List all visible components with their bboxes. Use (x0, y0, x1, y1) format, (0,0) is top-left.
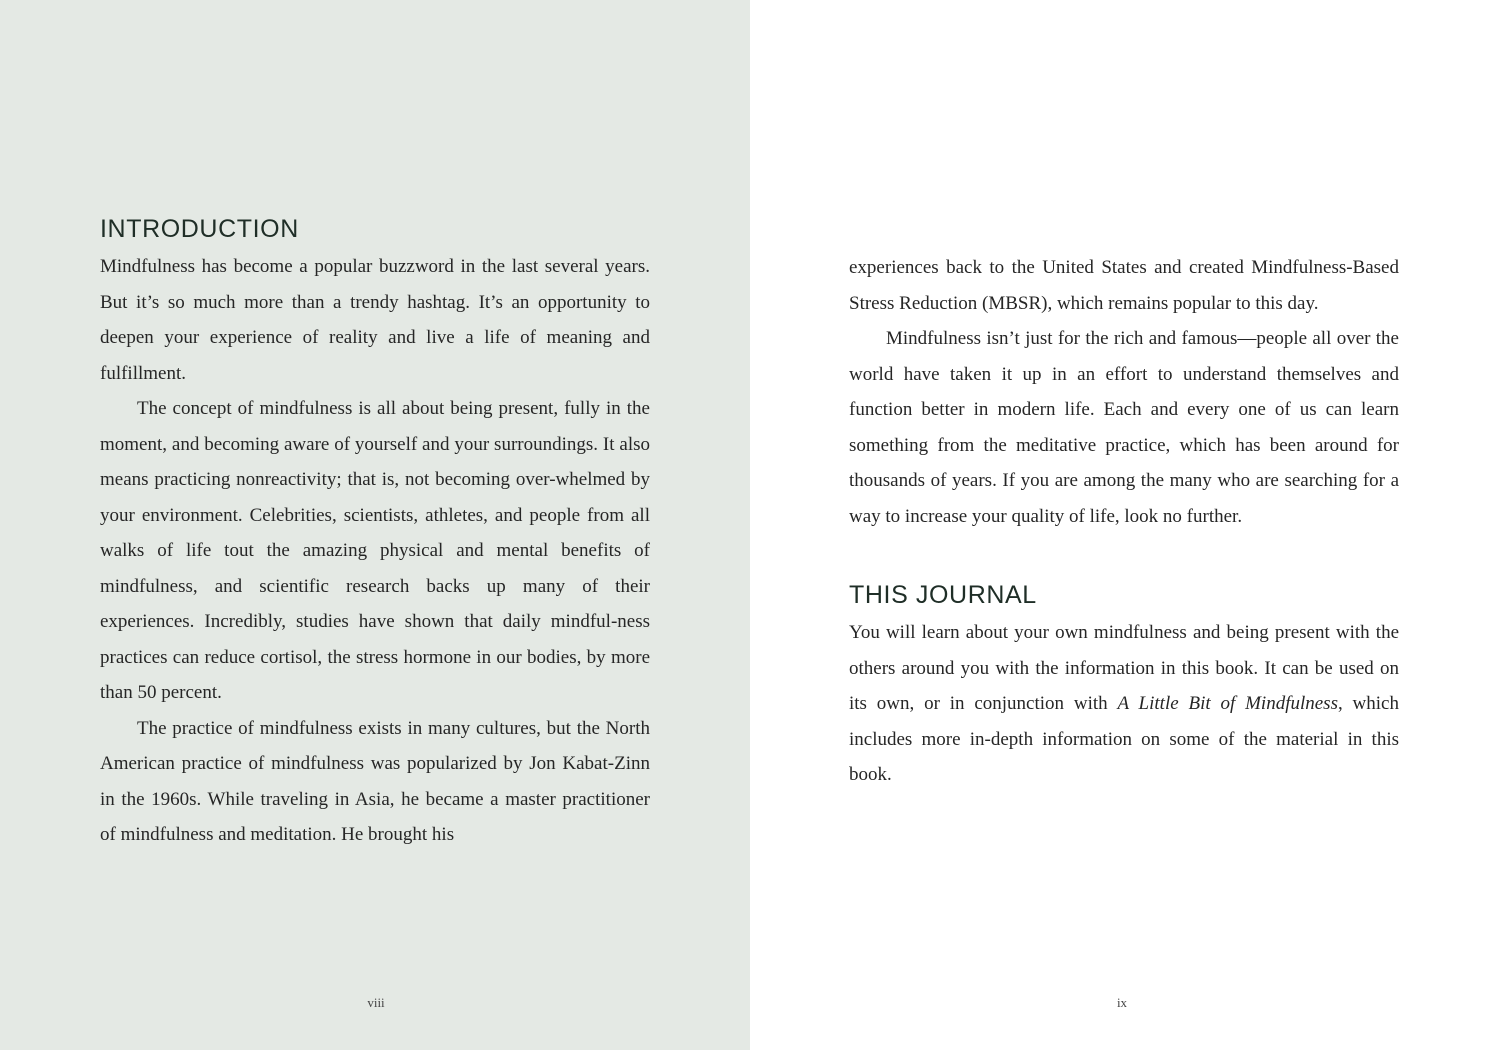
introduction-heading: INTRODUCTION (100, 215, 299, 243)
journal-text-after-title: , which includes more in-depth information on some of the material in this book. (849, 693, 1399, 785)
continued-paragraph: experiences back to the United States and created Mindfulness-Based Stress Reduction (MBSR), which remains popular to this day. (849, 257, 1399, 314)
intro-paragraph-1: Mindfulness has become a popular buzzword in the last several years. But it’s so much more than a trendy hashtag. It’s an opportunity to deepen your experience of reality and live a life of meaning and fulfillment. (100, 256, 650, 384)
page-number-right: ix (1116, 995, 1128, 1010)
this-journal-heading: THIS JOURNAL (849, 581, 1037, 609)
journal-paragraph (849, 615, 1399, 793)
mindfulness-paragraph: Mindfulness isn’t just for the rich and famous—people all over the world have taken it up in an effort to understand themselves and function better in modern life. Each and every one of us can learn something from the meditative practice, which has been around for thousands of years. If you are among the many who are searching for a way to increase your quality of life, look no further. (849, 328, 1399, 527)
page-number-left: viii (367, 995, 385, 1010)
intro-paragraph-2: The concept of mindfulness is all about being present, fully in the moment, and becoming aware of yourself and your surroundings. It also means practicing nonreactivity; that is, not becoming over-whelmed by your environment. Celebrities, scientists, athletes, and people from all walks of life tout the amazing physical and mental benefits of mindfulness, and scientific research backs up many of their experiences. Incredibly, studies have shown that daily mindful-ness practices can reduce cortisol, the stress hormone in our bodies, by more than 50 percent. (100, 398, 650, 703)
section-spacer (849, 534, 1399, 578)
left-page-content (100, 212, 650, 853)
journal-text-before-title: You will learn about your own mindfulness and being present with the others around you with the information in this book. It can be used on its own, or in conjunction with (849, 622, 1399, 714)
book-title: A Little Bit of Mindfulness (1117, 693, 1338, 714)
right-page-content (849, 250, 1399, 793)
intro-paragraph-3: The practice of mindfulness exists in many cultures, but the North American practice of mindfulness was popularized by Jon Kabat-Zinn in the 1960s. While traveling in Asia, he became a master practitioner of mindfulness and meditation. He brought his (100, 717, 650, 845)
right-page (750, 0, 1500, 1050)
